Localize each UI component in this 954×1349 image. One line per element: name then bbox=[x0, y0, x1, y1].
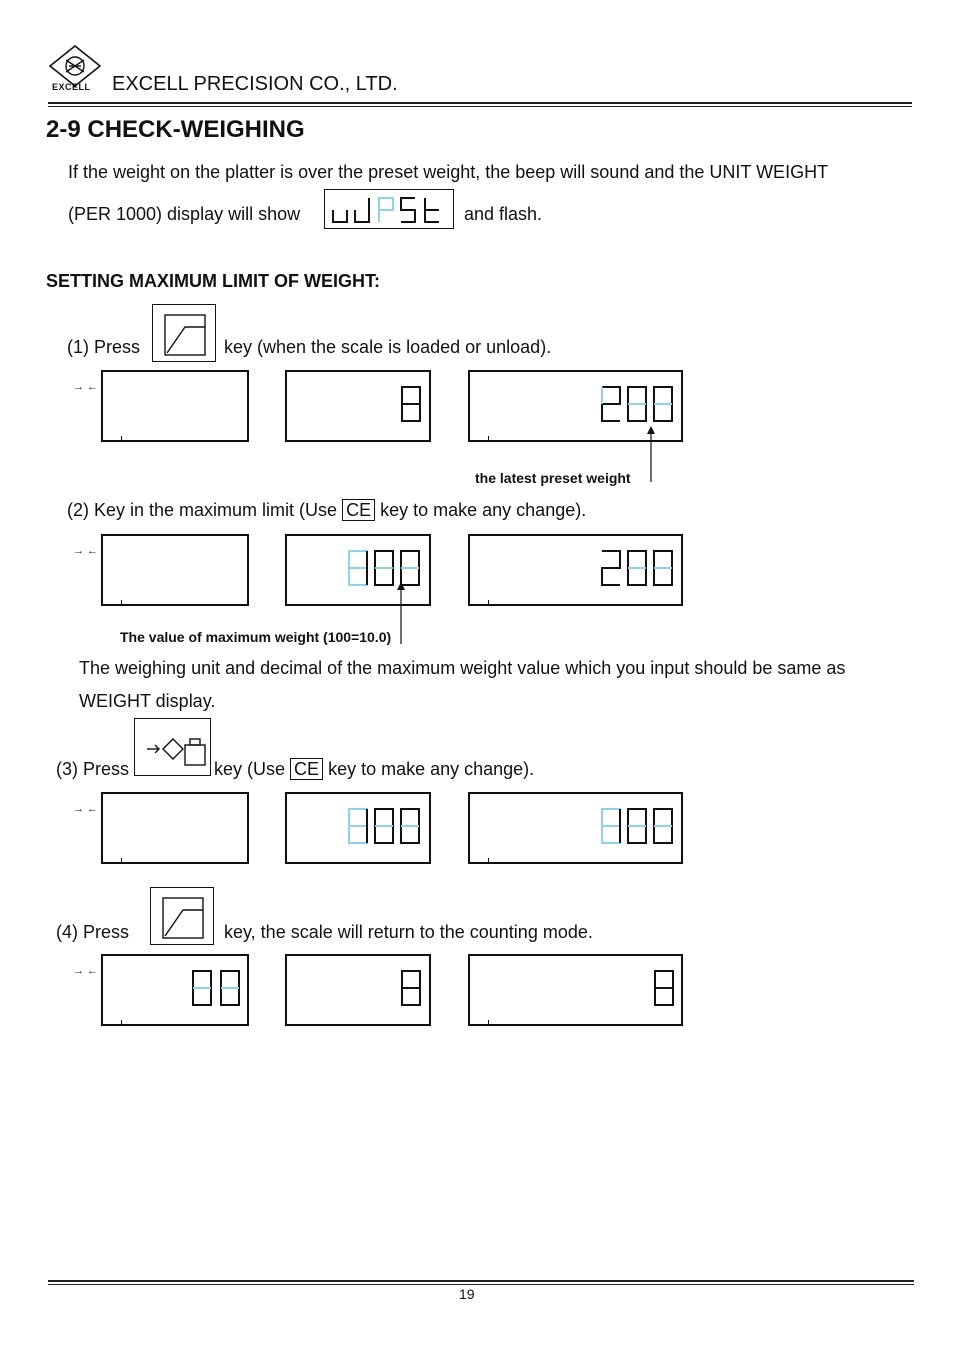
ramp-icon bbox=[153, 305, 215, 361]
weight-display bbox=[101, 370, 249, 442]
weight-display bbox=[101, 954, 249, 1026]
subheading: SETTING MAXIMUM LIMIT OF WEIGHT: bbox=[46, 271, 380, 291]
intro-line-2b: and flash. bbox=[464, 204, 543, 224]
unit-weight-display bbox=[285, 534, 431, 606]
intro-line-1: If the weight on the platter is over the preset weight, the beep will sound and the UNIT WEIGHT bbox=[68, 162, 829, 182]
set-limit-key-button[interactable] bbox=[134, 718, 211, 776]
unit-weight-display bbox=[285, 954, 431, 1026]
max-pointer-arrow bbox=[394, 582, 408, 644]
stable-indicator: → ← bbox=[73, 381, 99, 393]
header-rule-thin bbox=[48, 106, 912, 107]
step-2-text bbox=[67, 499, 586, 521]
check-key-button[interactable] bbox=[150, 887, 214, 945]
arrow-weight-icon bbox=[135, 719, 210, 775]
step-2-text-a: (2) Key in the maximum limit (Use bbox=[67, 500, 338, 520]
unit-weight-display bbox=[285, 370, 431, 442]
weight-display bbox=[101, 792, 249, 864]
ramp-icon bbox=[151, 888, 213, 944]
step-1-prefix: (1) Press bbox=[67, 337, 141, 357]
stable-indicator: → ← bbox=[73, 803, 99, 815]
latest-preset-label: the latest preset weight bbox=[475, 470, 631, 486]
count-display bbox=[468, 792, 683, 864]
count-display bbox=[468, 954, 683, 1026]
step-2-text-b: key to make any change). bbox=[380, 500, 587, 520]
count-display bbox=[468, 534, 683, 606]
weight-display bbox=[101, 534, 249, 606]
footer-rule-thin bbox=[48, 1284, 914, 1285]
note-line-2: WEIGHT display. bbox=[79, 691, 216, 711]
page-number: 19 bbox=[459, 1286, 475, 1302]
unit-weight-display bbox=[285, 792, 431, 864]
step-3-text-b: key to make any change). bbox=[328, 759, 535, 779]
header-rule bbox=[48, 102, 912, 104]
stable-indicator: → ← bbox=[73, 545, 99, 557]
section-title: 2-9 CHECK-WEIGHING bbox=[46, 116, 305, 143]
stable-indicator: → ← bbox=[73, 965, 99, 977]
ce-key[interactable]: CE bbox=[342, 499, 375, 521]
step-4-prefix: (4) Press bbox=[56, 922, 130, 942]
preset-pointer-arrow bbox=[644, 426, 658, 482]
step-1-suffix: key (when the scale is loaded or unload). bbox=[224, 337, 552, 357]
step-4-suffix: key, the scale will return to the counting mode. bbox=[224, 922, 593, 942]
intro-line-2a: (PER 1000) display will show bbox=[68, 204, 301, 224]
ce-key[interactable]: CE bbox=[290, 758, 323, 780]
max-value-label: The value of maximum weight (100=10.0) bbox=[120, 629, 392, 645]
step-3-prefix: (3) Press bbox=[56, 759, 130, 779]
logo-text: EXCELL bbox=[52, 82, 91, 92]
company-name: EXCELL PRECISION CO., LTD. bbox=[112, 73, 398, 95]
check-key-button[interactable] bbox=[152, 304, 216, 362]
uwpset-display bbox=[324, 189, 454, 229]
step-3-text bbox=[214, 758, 534, 780]
footer-rule bbox=[48, 1280, 914, 1282]
note-line-1: The weighing unit and decimal of the maximum weight value which you input should be same as bbox=[79, 658, 846, 678]
step-3-text-a: key (Use bbox=[214, 759, 286, 779]
